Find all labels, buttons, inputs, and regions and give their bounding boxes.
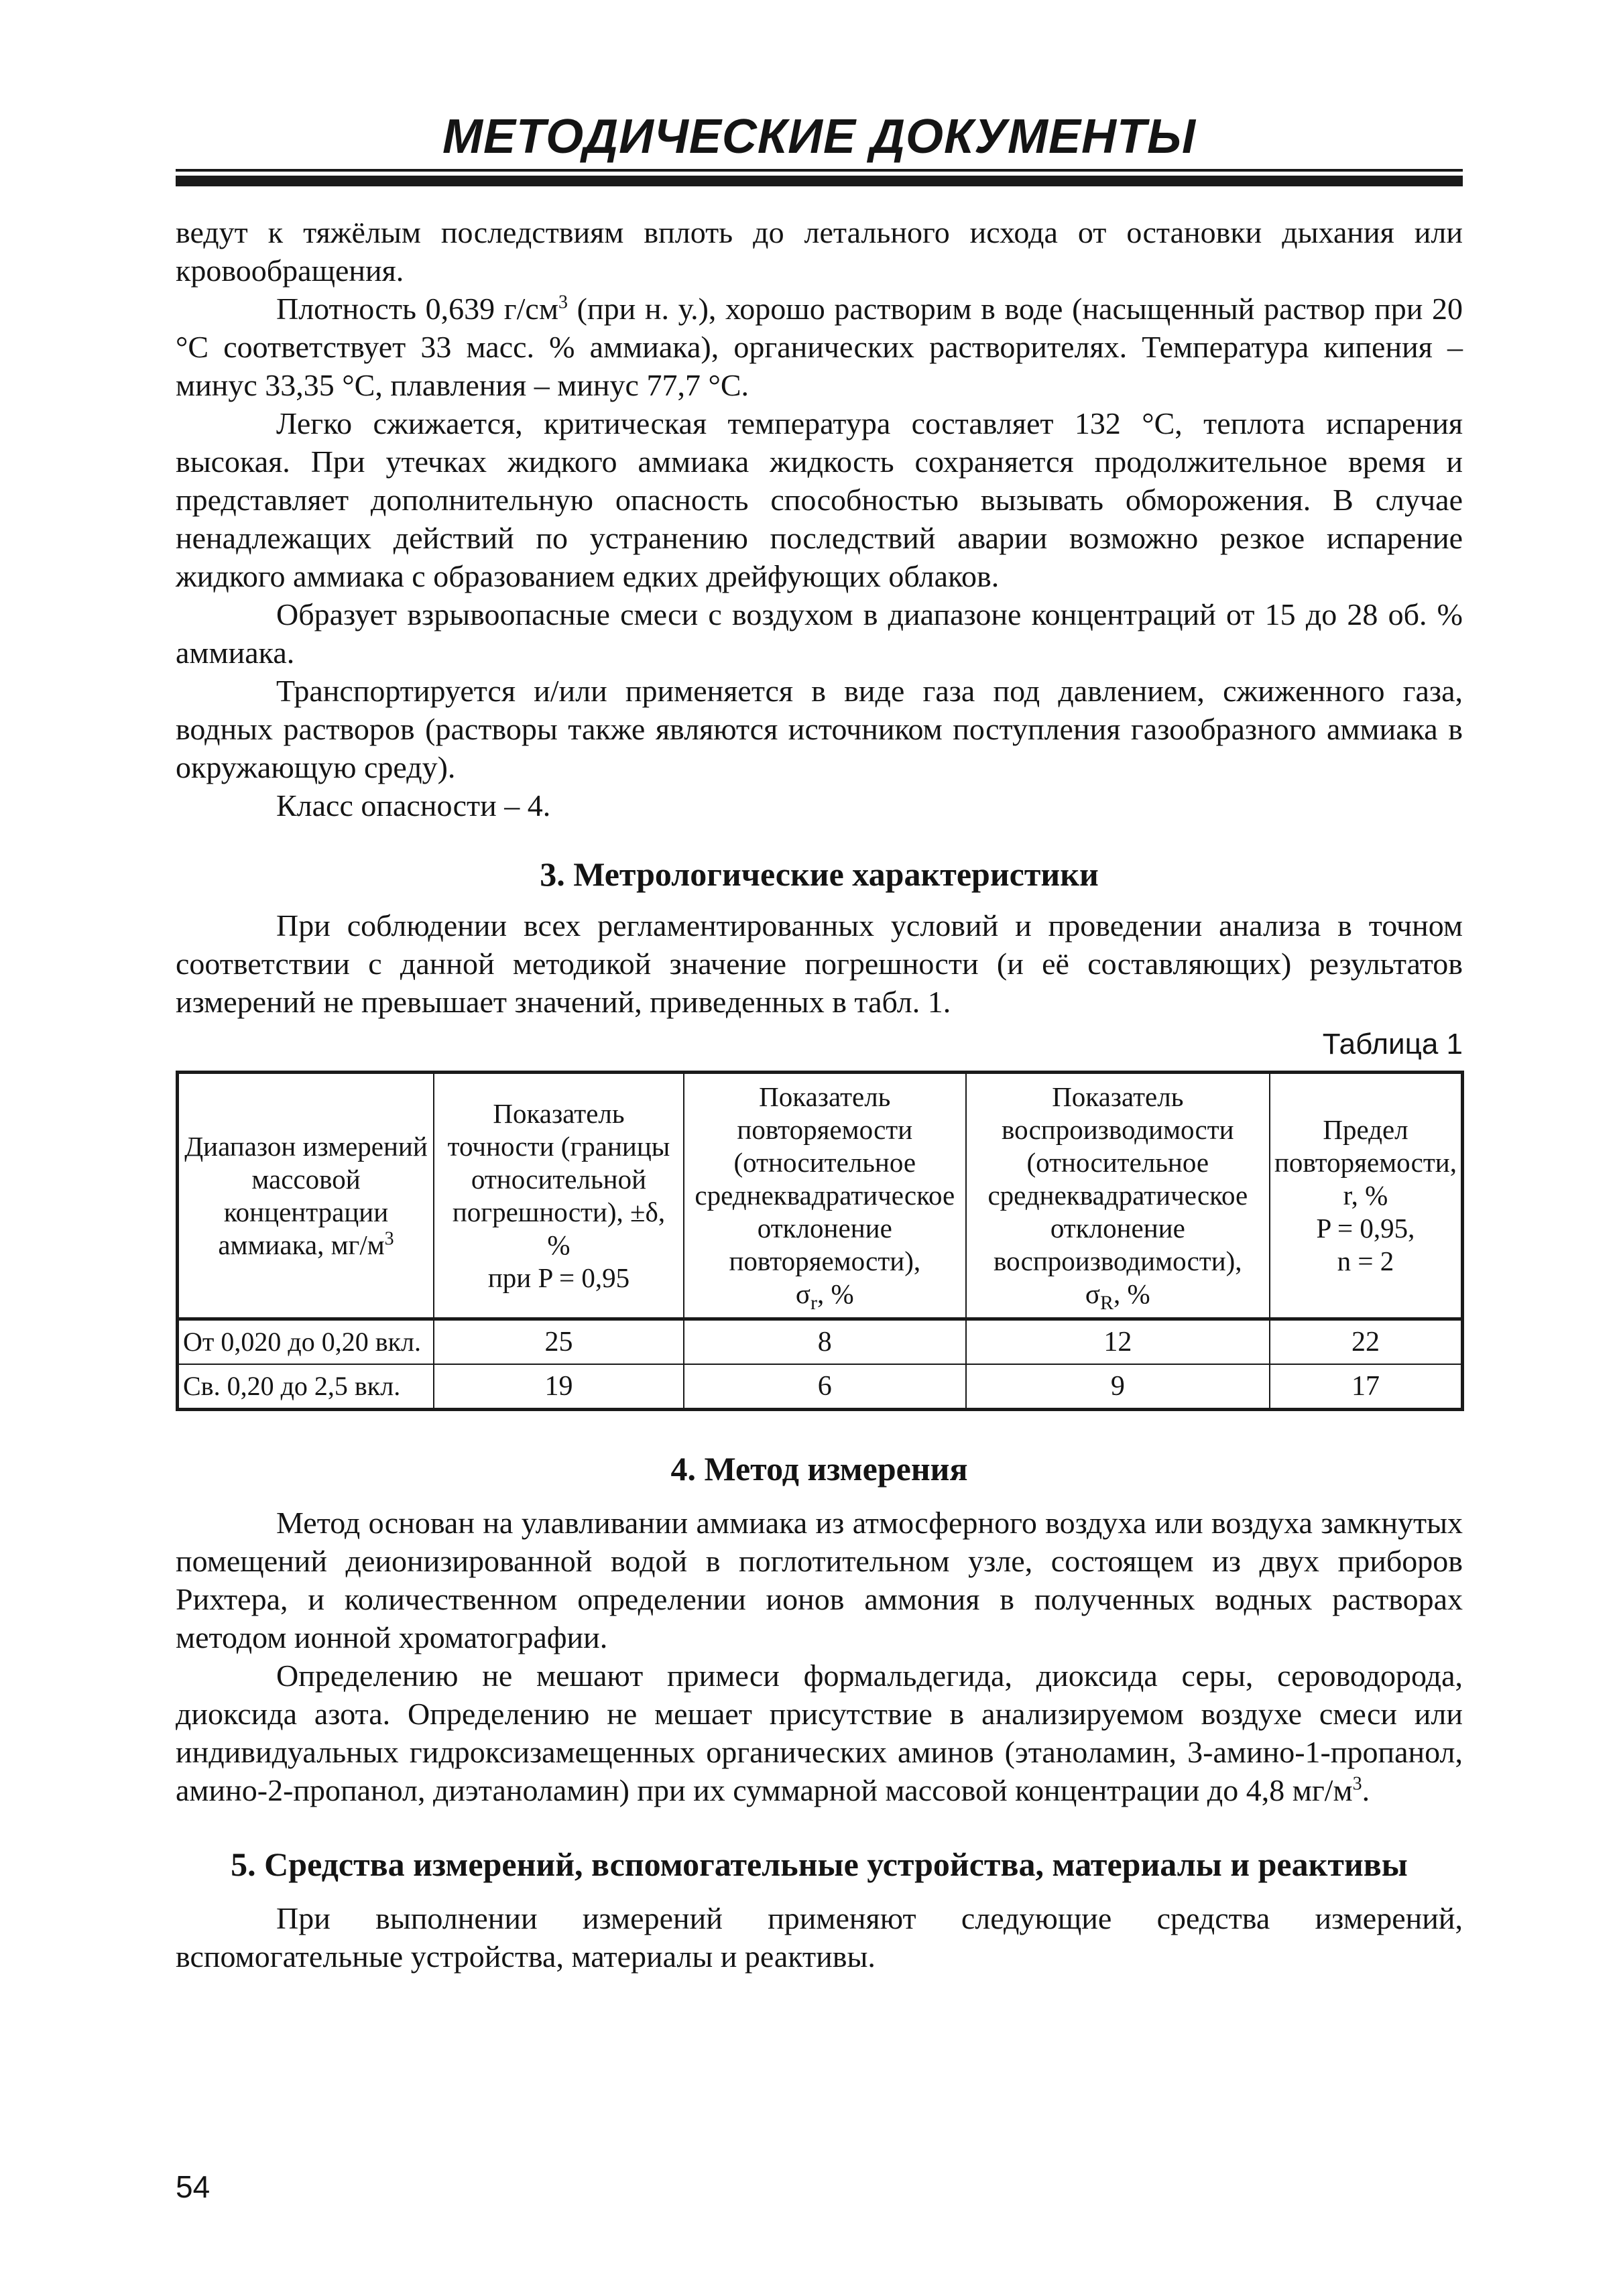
section-5-paragraph: При выполнении измерений применяют следующие средства измерений, вспомогательные устройства, материалы и реактивы. <box>176 1901 1463 1974</box>
header-limit-line2: P = 0,95, <box>1316 1213 1415 1244</box>
table-header-limit <box>1270 1073 1463 1319</box>
table-header-reproducibility <box>966 1073 1270 1319</box>
body-paragraph-3: Легко сжижается, критическая температура составляет 132 °C, теплота испарения высокая. При утечках жидкого аммиака жидкость сохраняется продолжительное время и представляет дополнительную опасность способностью вызывать обморожения. В случае ненадлежащих действий по устранению последствий аварии возможно резкое испарение жидкого аммиака с образованием едких дрейфующих облаков. <box>176 406 1463 593</box>
table-cell-accuracy: 19 <box>434 1364 684 1410</box>
body-paragraph-4: Образует взрывоопасные смеси с воздухом в диапазоне концентраций от 15 до 28 об. % аммиака. <box>176 597 1463 670</box>
page-number: 54 <box>176 2169 211 2204</box>
header-repeatability-unit: , % <box>817 1278 854 1309</box>
body-paragraph-2 <box>176 290 1463 404</box>
header-repeatability-symbol: σ <box>795 1278 811 1309</box>
table-cell-accuracy: 25 <box>434 1319 684 1365</box>
section-4-paragraph-2-end: . <box>1362 1773 1370 1807</box>
header-rule-thin <box>176 169 1463 172</box>
header-accuracy-condition: при P = 0,95 <box>487 1262 630 1293</box>
section-4-paragraph-1: Метод основан на улавливании аммиака из атмосферного воздуха или воздуха замкнутых помещений деионизированной водой в поглотительном узле, состоящем из двух приборов Рихтера, и количественном определении ионов аммония в полученных водных растворах методом ионной хроматографии. <box>176 1506 1463 1654</box>
table-cell-reproducibility: 12 <box>966 1319 1270 1365</box>
table-1-caption: Таблица 1 <box>1322 1028 1463 1061</box>
page-content <box>176 213 1463 1976</box>
section-4-paragraph-2 <box>176 1656 1463 1809</box>
header-rule-thick <box>176 176 1463 186</box>
header-accuracy-text: Показатель точности (границы относительной погрешности), ±δ, % <box>447 1097 670 1260</box>
section-4-superscript: 3 <box>1352 1773 1362 1795</box>
table-row <box>178 1319 1463 1365</box>
header-range-text: Диапазон измерений массовой концентрации аммиака, мг/м <box>184 1130 428 1260</box>
section-3-paragraph: При соблюдении всех регламентированных условий и проведении анализа в точном соответствии с данной методикой значение погрешности (и её составляющих) результатов измерений не превышает значений, приведенных в табл. 1. <box>176 908 1463 1019</box>
section-3-heading: 3. Метрологические характеристики <box>540 855 1099 893</box>
density-text-rest: (при н. у.), хорошо растворим в воде (насыщенный раствор при 20 °C соответствует 33 масс. % аммиака), органических растворителях. Температура кипения – минус 33,35 °C, плавления – минус 77,7 °C. <box>176 292 1463 402</box>
table-row <box>178 1364 1463 1410</box>
table-cell-range: Св. 0,20 до 2,5 вкл. <box>178 1364 434 1410</box>
section-5-heading: 5. Средства измерений, вспомогательные устройства, материалы и реактивы <box>231 1846 1408 1883</box>
body-paragraph-5: Транспортируется и/или применяется в виде газа под давлением, сжиженного газа, водных растворов (растворы также являются источником поступления газообразного аммиака в окружающую среду). <box>176 674 1463 784</box>
header-repeatability-sub: r <box>810 1292 818 1315</box>
header-limit-line1: Предел повторяемости, r, % <box>1274 1114 1457 1211</box>
table-1-header-row <box>178 1073 1463 1319</box>
table-header-accuracy <box>434 1073 684 1319</box>
section-4-paragraph-2-text: Определению не мешают примеси формальдегида, диоксида серы, сероводорода, диоксида азота. Определению не мешает присутствие в анализируемом воздухе смеси или индивидуальных гидроксизамещенных органических аминов (этаноламин, 3-амино-1-пропанол, амино-2-пропанол, диэтаноламин) при их суммарной массовой концентрации до 4,8 мг/м <box>176 1658 1463 1807</box>
page-header-title: МЕТОДИЧЕСКИЕ ДОКУМЕНТЫ <box>442 110 1196 164</box>
body-paragraph-6: Класс опасности – 4. <box>276 788 551 823</box>
table-cell-reproducibility: 9 <box>966 1364 1270 1410</box>
header-reproducibility-symbol: σ <box>1085 1278 1101 1309</box>
table-cell-limit: 17 <box>1270 1364 1463 1410</box>
header-reproducibility-sub: R <box>1100 1292 1114 1315</box>
body-paragraph-1: ведут к тяжёлым последствиям вплоть до летального исхода от остановки дыхания или кровообращения. <box>176 215 1463 288</box>
table-header-repeatability <box>684 1073 966 1319</box>
table-1 <box>176 1071 1464 1411</box>
header-range-sup: 3 <box>384 1227 394 1249</box>
table-cell-range: От 0,020 до 0,20 вкл. <box>178 1319 434 1365</box>
table-cell-limit: 22 <box>1270 1319 1463 1365</box>
table-cell-repeatability: 8 <box>684 1319 966 1365</box>
section-4-heading: 4. Метод измерения <box>670 1450 968 1488</box>
density-text: Плотность 0,639 г/см <box>276 292 558 326</box>
header-limit-line3: n = 2 <box>1337 1246 1394 1276</box>
table-cell-repeatability: 6 <box>684 1364 966 1410</box>
density-superscript: 3 <box>558 292 568 313</box>
header-repeatability-text: Показатель повторяемости (относительное среднеквадратическое отклонение повторяемости), <box>695 1081 955 1276</box>
header-reproducibility-unit: , % <box>1114 1278 1150 1309</box>
table-header-range <box>178 1073 434 1319</box>
header-reproducibility-text: Показатель воспроизводимости (относительное среднеквадратическое отклонение воспроизводимости), <box>987 1081 1248 1276</box>
